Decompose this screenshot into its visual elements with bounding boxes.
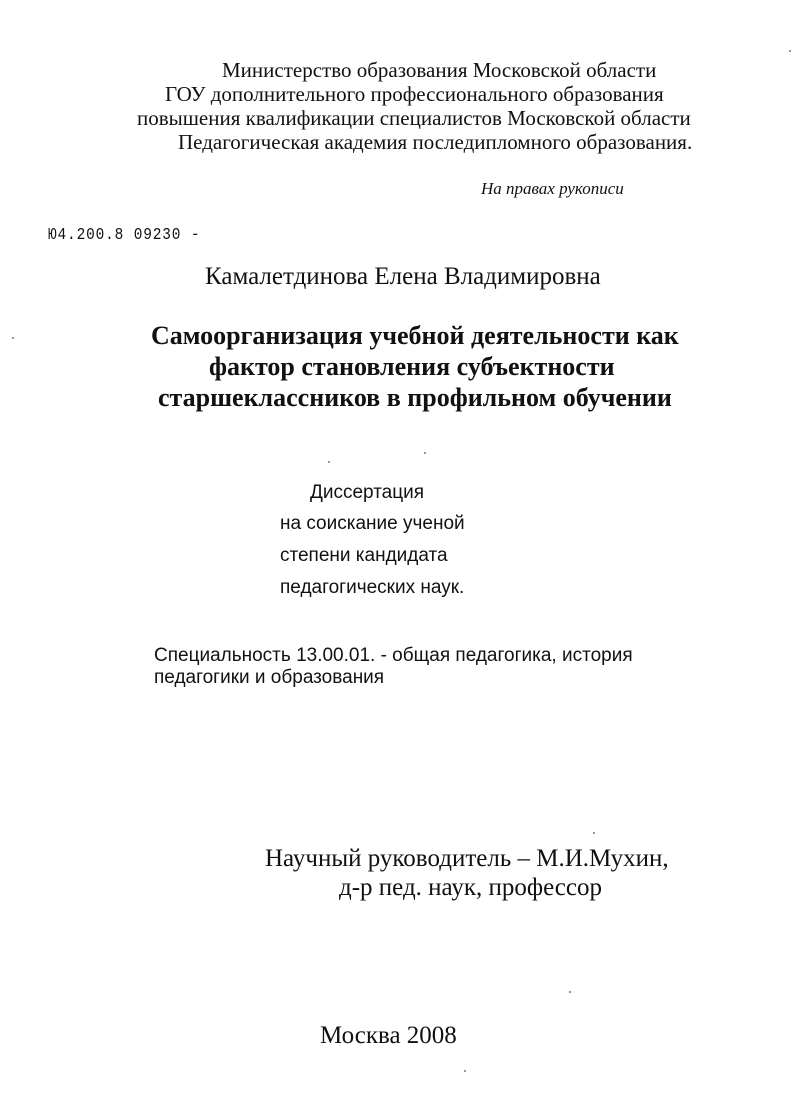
- dissertation-line-1: Диссертация: [310, 482, 425, 503]
- title-line-3: старшеклассников в профильном обучении: [158, 383, 672, 412]
- title-line-2: фактор становления субъектности: [209, 352, 615, 381]
- header-line-gou: ГОУ дополнительного профессионального образования: [165, 82, 664, 106]
- dissertation-line-3: степени кандидата: [280, 545, 448, 566]
- scan-speck: [789, 50, 791, 52]
- header-line-qualification: повышения квалификации специалистов Московской области: [137, 106, 691, 130]
- scan-speck: [424, 452, 426, 454]
- specialty-line-1: Специальность 13.00.01. - общая педагогика, история: [154, 645, 633, 666]
- archive-code: Ю4.200.8 09230 -: [48, 226, 201, 245]
- dissertation-line-4: педагогических наук.: [280, 577, 465, 598]
- advisor-line-2: д-р пед. наук, профессор: [339, 874, 603, 901]
- scan-speck: [569, 991, 571, 993]
- title-line-1: Самоорганизация учебной деятельности как: [151, 321, 679, 350]
- header-line-ministry: Министерство образования Московской области: [222, 58, 657, 82]
- header-line-academy: Педагогическая академия последипломного образования.: [178, 130, 693, 154]
- city-year: Москва 2008: [320, 1022, 457, 1049]
- scan-speck: [328, 461, 330, 463]
- advisor-line-1: Научный руководитель – М.И.Мухин,: [265, 845, 669, 872]
- manuscript-note: На правах рукописи: [481, 179, 624, 198]
- specialty-line-2: педагогики и образования: [154, 667, 385, 688]
- scan-speck: [464, 1070, 466, 1072]
- scan-speck: [593, 832, 595, 834]
- author-name: Камалетдинова Елена Владимировна: [205, 263, 601, 290]
- dissertation-line-2: на соискание ученой: [280, 513, 465, 534]
- scan-speck: [12, 337, 14, 339]
